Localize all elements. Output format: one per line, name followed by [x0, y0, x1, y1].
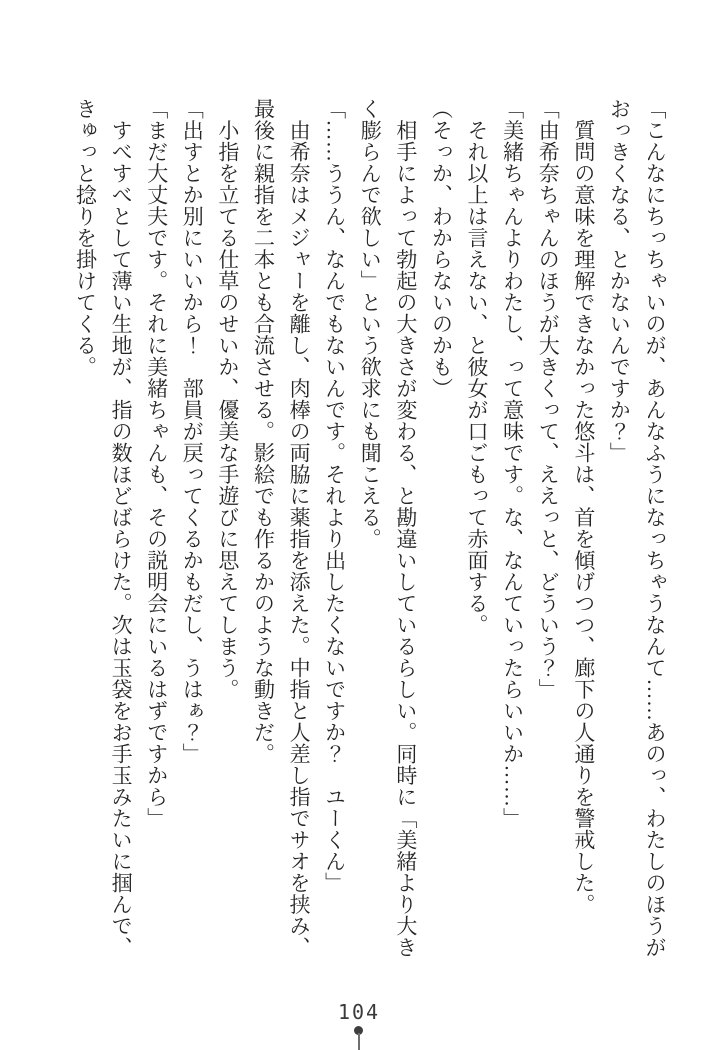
text-line: 「出すとか別にいいから！ 部員が戻ってくるかもだし、うはぁ？」 [180, 98, 205, 765]
text-line: 由希奈はメジャーを離し、肉棒の両脇に薬指を添えた。中指と人差し指でサオを挟み、 [287, 98, 312, 958]
text-line: きゅっと捻りを掛けてくる。 [73, 98, 98, 378]
vertical-text-block [64, 98, 672, 970]
text-line: 「まだ大丈夫です。それに美緒ちゃんも、その説明会にいるはずですから」 [144, 98, 169, 829]
page-number: 104 [337, 1000, 381, 1024]
text-line: 相手によって勃起の大きさが変わる、と勘違いしているらしい。同時に「美緒より大き [393, 98, 418, 958]
text-line: それ以上は言えない、と彼女が口ごもって赤面する。 [465, 98, 490, 636]
text-line: 「由希奈ちゃんのほうが大きくって、ええっと、どういう？」 [536, 98, 561, 700]
text-line: 質問の意味を理解できなかった悠斗は、首を傾げつつ、廊下の人通りを警戒した。 [571, 98, 596, 915]
text-line: く膨らんで欲しい」という欲求にも聞こえる。 [358, 98, 383, 550]
text-line: 小指を立てる仕草のせいか、優美な手遊びに思えてしまう。 [215, 98, 240, 700]
text-line: 「こんなにちっちゃいのが、あんなふうになっちゃうなんて……あのっ、わたしのほうが [643, 98, 667, 958]
text-line: 「……ううん、なんでもないんです。それより出したくないですか？ ユーくん」 [322, 98, 347, 894]
text-line: 最後に親指を二本とも合流させる。影絵でも作るかのような動きだ。 [251, 98, 276, 765]
text-line: （そっか、わからないのかも） [429, 98, 454, 399]
page-marker-line [358, 1033, 360, 1050]
text-line: 「美緒ちゃんよりわたし、って意味です。な、なんていったらいいか……」 [500, 98, 525, 829]
text-line: すべすべとして薄い生地が、指の数ほどばらけた。次は玉袋をお手玉みたいに掴んで、 [109, 98, 134, 958]
text-line: おっきくなる、とかないんですか？」 [607, 98, 632, 464]
